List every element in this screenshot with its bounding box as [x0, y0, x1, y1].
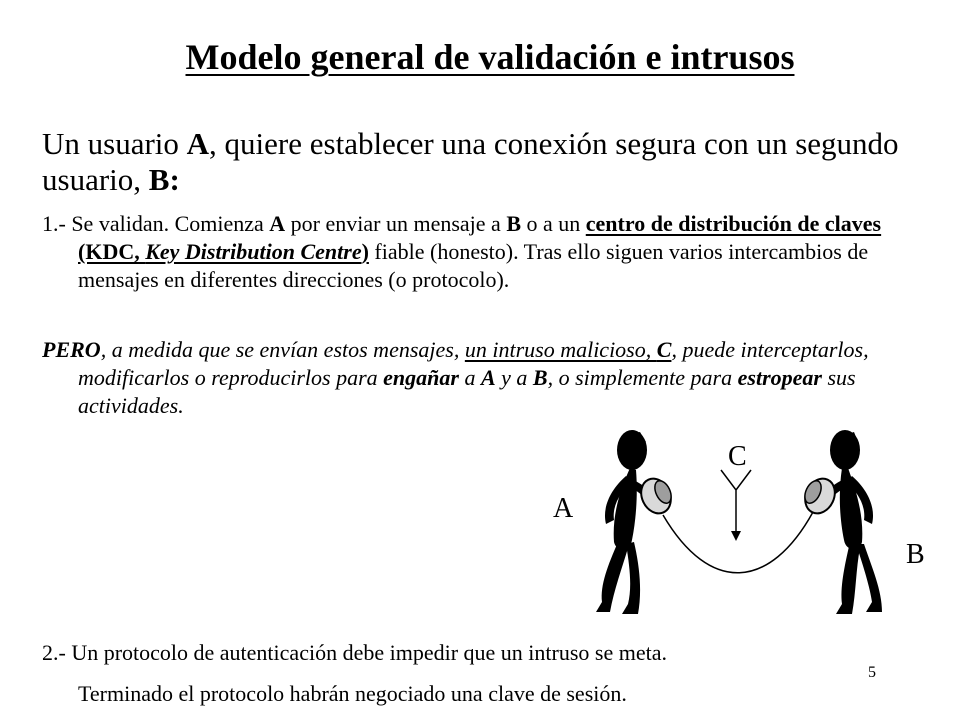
pero-text-1: , a medida que se envían estos mensajes,	[100, 337, 465, 362]
pero-text-6: sus actividades.	[78, 365, 856, 418]
intro-paragraph	[42, 126, 932, 198]
pero-text-5: , o simplemente para	[547, 365, 738, 390]
pero-text-4: y a	[495, 365, 533, 390]
pero-user-a: A	[480, 365, 496, 390]
intro-text-2: , quiere establecer una conexión segura con un segundo usuario,	[42, 126, 899, 197]
page-number: 5	[868, 664, 876, 681]
step1-text-3: o a un	[521, 211, 586, 236]
step-1-paragraph	[42, 210, 928, 294]
kdc-term-1: centro de distribución de claves (KDC,	[78, 211, 882, 264]
intruder-arrow	[721, 470, 751, 538]
pero-user-b: B	[532, 365, 548, 390]
pero-text-3: a	[458, 365, 481, 390]
kdc-term-close: )	[361, 239, 369, 264]
step1-user-a: A	[269, 211, 286, 236]
figure-label-b: B	[906, 539, 925, 570]
pero-text-2: , puede interceptarlos, modificarlos o reproducirlos para	[78, 337, 869, 390]
step1-text-1: 1.- Se validan. Comienza	[42, 211, 270, 236]
intro-text-1: Un usuario	[42, 126, 187, 161]
intro-user-b: B:	[148, 162, 180, 197]
step-2-line: 2.- Un protocolo de autenticación debe impedir que un intruso se meta.	[42, 640, 667, 665]
intruder-phrase	[465, 337, 672, 362]
step1-text-2: por enviar un mensaje a	[285, 211, 507, 236]
tin-can-phone-illustration	[570, 420, 930, 630]
step1-user-b: B	[506, 211, 521, 236]
intruder-c: C	[656, 337, 672, 362]
spoil-word: estropear	[737, 365, 822, 390]
person-a-figure	[596, 430, 676, 614]
slide-title: Modelo general de validación e intrusos	[185, 37, 795, 77]
deceive-word: engañar	[383, 365, 459, 390]
kdc-term-english: Key Distribution Centre	[145, 239, 362, 264]
step1-text-4: fiable (honesto). Tras ello siguen varios intercambios de mensajes en diferentes direcciones (o protocolo).	[78, 239, 869, 292]
pero-paragraph	[42, 336, 928, 420]
person-b-figure	[800, 430, 882, 614]
intruder-text: un intruso malicioso,	[464, 337, 657, 362]
figure-label-a: A	[553, 493, 574, 524]
pero-word: PERO	[42, 337, 101, 362]
step-2-conclusion: Terminado el protocolo habrán negociado una clave de sesión.	[78, 681, 627, 706]
figure-label-c: C	[728, 441, 747, 472]
can-string	[663, 512, 813, 573]
intro-user-a: A	[186, 126, 210, 161]
